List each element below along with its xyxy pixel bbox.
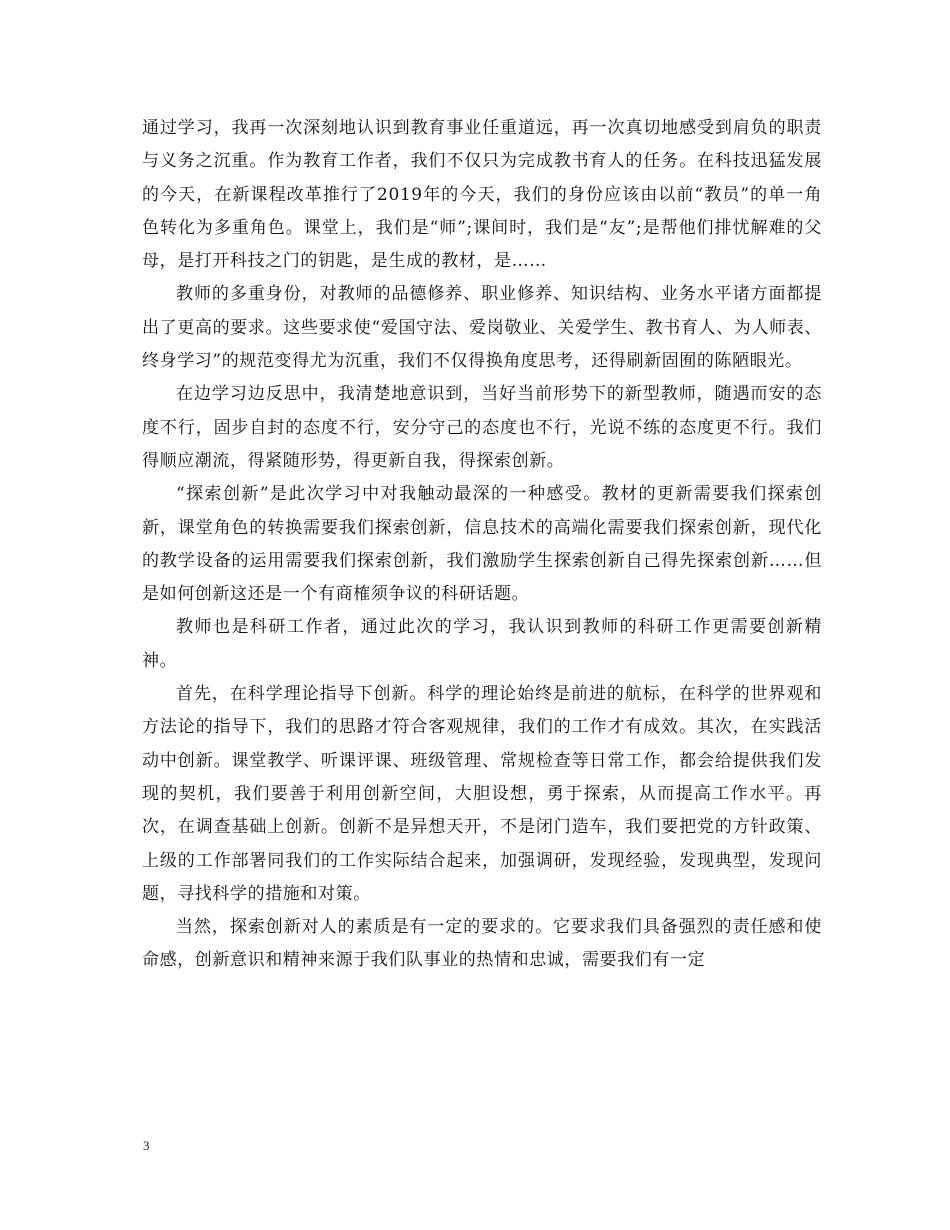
- paragraph-7: 当然，探索创新对人的素质是有一定的要求的。它要求我们具备强烈的责任感和使命感，创新意识和精神来源于我们队事业的热情和忠诚，需要我们有一定: [142, 917, 822, 971]
- paragraph-4: “探索创新”是此次学习中对我触动最深的一种感受。教材的更新需要我们探索创新，课堂角色的转换需要我们探索创新，信息技术的高端化需要我们探索创新，现代化的教学设备的运用需要我们探索创新，我们激励学生探索创新自己得先探索创新……但是如何创新这还是一个有商榷须争议的科研话题。: [142, 484, 822, 605]
- paragraph-1: 通过学习，我再一次深刻地认识到教育事业任重道远，再一次真切地感受到肩负的职责与义务之沉重。作为教育工作者，我们不仅只为完成教书育人的任务。在科技迅猛发展的今天，在新课程改革推行了2019年的今天，我们的身份应该由以前“教员”的单一角色转化为多重角色。课堂上，我们是“师”;课间时，我们是“友”;是帮他们排忧解难的父母，是打开科技之门的钥匙，是生成的教材，是……: [142, 118, 822, 272]
- paragraph-6: 首先，在科学理论指导下创新。科学的理论始终是前进的航标，在科学的世界观和方法论的指导下，我们的思路才符合客观规律，我们的工作才有成效。其次，在实践活动中创新。课堂教学、听课评课、班级管理、常规检查等日常工作，都会给提供我们发现的契机，我们要善于利用创新空间，大胆设想，勇于探索，从而提高工作水平。再次，在调查基础上创新。创新不是异想天开，不是闭门造车，我们要把党的方针政策、上级的工作部署同我们的工作实际结合起来，加强调研，发现经验，发现典型，发现问题，寻找科学的措施和对策。: [142, 684, 822, 904]
- paragraph-5: 教师也是科研工作者，通过此次的学习，我认识到教师的科研工作更需要创新精神。: [142, 617, 822, 671]
- paragraph-3: 在边学习边反思中，我清楚地意识到，当好当前形势下的新型教师，随遇而安的态度不行，固步自封的态度不行，安分守己的态度也不行，光说不练的态度更不行。我们得顺应潮流，得紧随形势，得更新自我，得探索创新。: [142, 384, 822, 471]
- page-number: 3: [143, 1138, 150, 1153]
- document-body: [142, 112, 822, 978]
- paragraph-2: 教师的多重身份，对教师的品德修养、职业修养、知识结构、业务水平诸方面都提出了更高的要求。这些要求使“爱国守法、爱岗敬业、关爱学生、教书育人、为人师表、终身学习”的规范变得尤为沉重，我们不仅得换角度思考，还得刷新固囿的陈陋眼光。: [142, 284, 822, 372]
